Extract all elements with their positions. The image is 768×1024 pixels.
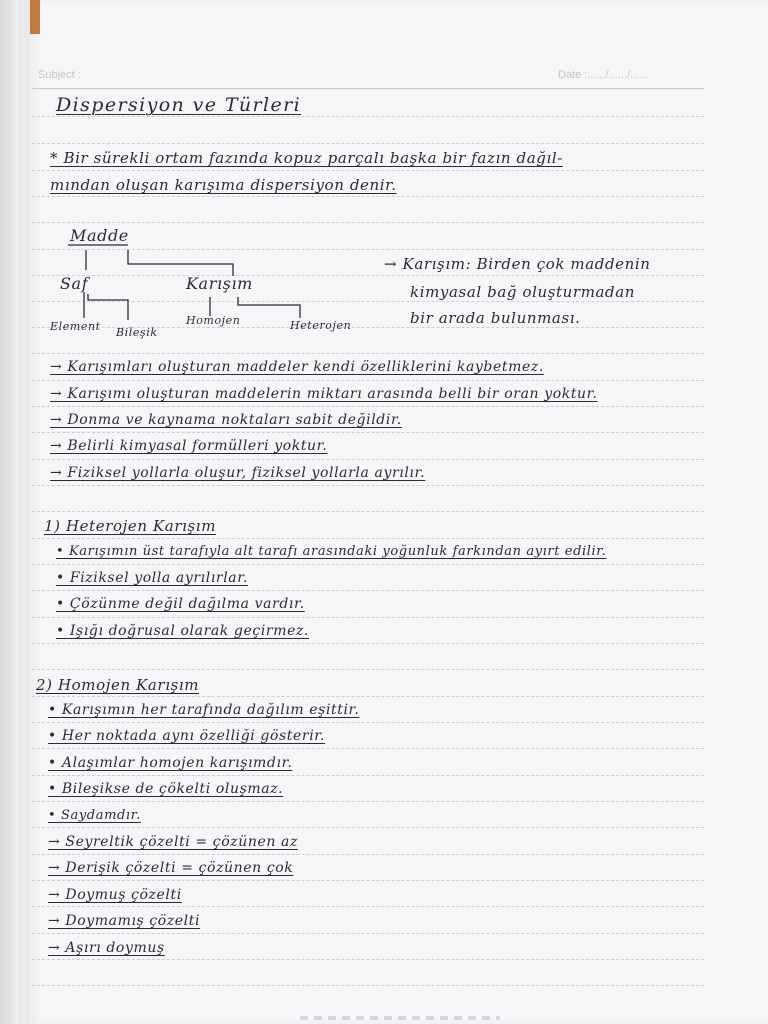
property-item: → Karışımı oluşturan maddelerin miktarı arasında belli bir oran yoktur. [50,386,598,402]
heterojen-item: • Çözünme değil dağılma vardır. [56,596,305,612]
property-item: → Karışımları oluşturan maddeler kendi özelliklerini kaybetmez. [50,359,544,375]
tree-karisim: Karışım [186,274,253,293]
karisim-def-line-2: kimyasal bağ oluşturmadan [410,283,636,301]
karisim-def-line-1: → Karışım: Birden çok maddenin [384,255,651,273]
homojen-item: • Her noktada aynı özelliği gösterir. [48,728,326,744]
homojen-item: → Doymamış çözelti [48,913,201,929]
property-item: → Fiziksel yollarla oluşur, fiziksel yollarla ayrılır. [50,465,426,481]
page-title: Dispersiyon ve Türleri [56,94,302,116]
karisim-def-line-3: bir arada bulunması. [410,309,581,327]
homojen-item: • Bileşikse de çökelti oluşmaz. [48,781,284,797]
bottom-edge-mark [300,1016,500,1020]
tree-madde: Madde [70,226,129,245]
heterojen-item: • Karışımın üst tarafıyla alt tarafı arasındaki yoğunluk farkından ayırt edilir. [56,544,607,559]
tree-saf: Saf [60,274,89,293]
definition-line-1: * Bir sürekli ortam fazında kopuz parçalı başka bir fazın dağıl- [50,149,563,167]
property-item: → Belirli kimyasal formülleri yoktur. [50,438,328,454]
date-label: Date :....../....../...... [558,69,649,81]
tree-homojen: Homojen [186,314,241,327]
homojen-item: • Karışımın her tarafında dağılım eşittir. [48,702,360,718]
tree-bilesik: Bileşik [116,326,158,339]
heterojen-item: • Işığı doğrusal olarak geçirmez. [56,623,309,639]
homojen-item: → Doymuş çözelti [48,887,182,903]
property-item: → Donma ve kaynama noktaları sabit değildir. [50,412,402,428]
homojen-item: → Seyreltik çözelti = çözünen az [48,834,298,850]
homojen-item: → Aşırı doymuş [48,940,165,956]
homojen-heading: 2) Homojen Karışım [36,676,200,694]
homojen-item: • Saydamdır. [48,808,141,823]
tree-element: Element [50,320,101,333]
tree-heterojen: Heterojen [290,319,352,332]
heterojen-heading: 1) Heterojen Karışım [44,517,217,535]
subject-label: Subject : [38,69,81,81]
heterojen-item: • Fiziksel yolla ayrılırlar. [56,570,249,586]
homojen-item: • Alaşımlar homojen karışımdır. [48,755,293,771]
definition-line-2: mından oluşan karışıma dispersiyon denir. [50,176,397,194]
homojen-item: → Derişik çözelti = çözünen çok [48,860,294,876]
